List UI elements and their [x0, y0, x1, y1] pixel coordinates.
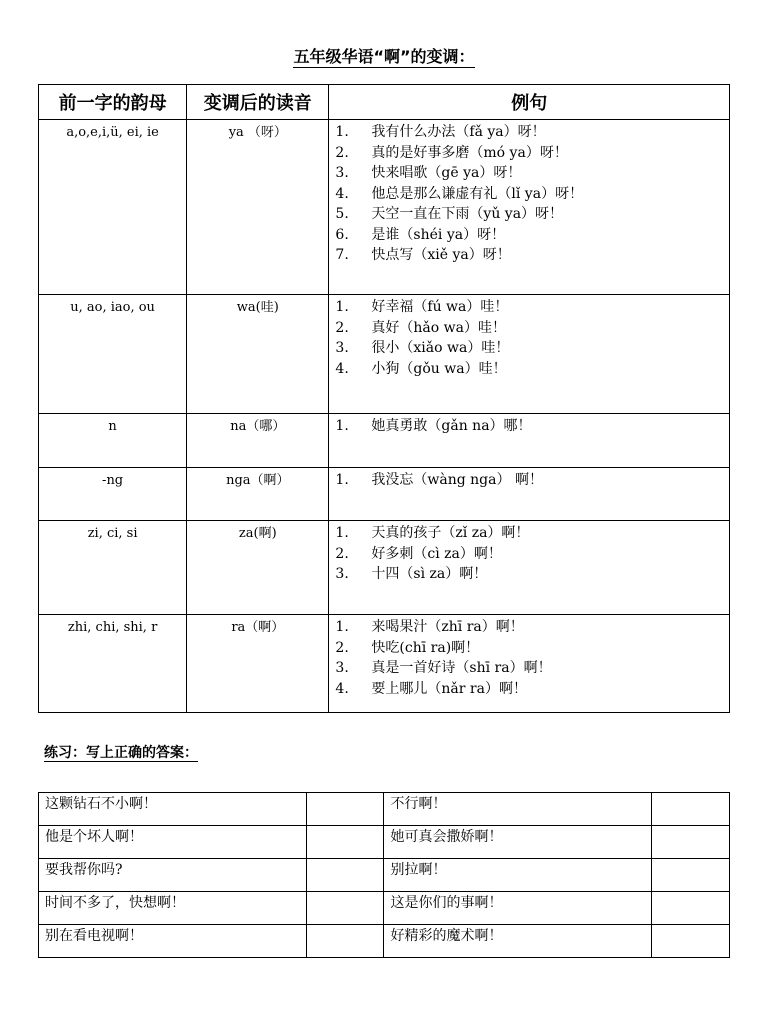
answer-field[interactable] — [652, 925, 730, 958]
example-item: 1. 我没忘（wàng nga） 啊！ — [335, 472, 543, 488]
table-row — [39, 468, 730, 521]
reading-cell: za(啊) — [187, 521, 329, 615]
example-item: 2. 好多刺（cì za）啊！ — [335, 545, 502, 562]
answer-field[interactable] — [652, 892, 730, 925]
practice-sentence: 时间不多了，快想啊！ — [39, 892, 307, 925]
practice-row — [39, 892, 730, 925]
example-item: 1. 好幸福（fú wa）哇！ — [335, 299, 509, 315]
practice-sentence: 别在看电视啊！ — [39, 925, 307, 958]
practice-sentence: 这颗钻石不小啊！ — [39, 793, 307, 826]
example-item: 3. 十四（sì za）啊！ — [335, 566, 488, 582]
answer-field[interactable] — [652, 793, 730, 826]
header-final: 前一字的韵母 — [39, 85, 187, 120]
table-header-row — [39, 85, 730, 120]
reading-cell: wa(哇) — [187, 295, 329, 414]
final-cell: u, ao, iao, ou — [39, 295, 187, 414]
practice-title — [44, 742, 198, 762]
final-cell: zhi, chi, shi, r — [39, 615, 187, 713]
example-item: 2. 真好（hǎo wa）哇！ — [335, 319, 506, 336]
answer-field[interactable] — [306, 925, 384, 958]
header-reading: 变调后的读音 — [187, 85, 329, 120]
example-item: 5. 天空一直在下雨（yǔ ya）呀！ — [335, 206, 564, 222]
example-item: 7. 快点写（xiě ya）呀！ — [335, 247, 511, 263]
practice-sentence: 他是个坏人啊！ — [39, 826, 307, 859]
table-row — [39, 120, 730, 295]
examples-cell — [329, 295, 730, 414]
practice-row — [39, 859, 730, 892]
practice-row — [39, 826, 730, 859]
tone-change-table — [38, 84, 730, 713]
example-item: 3. 快来唱歌（gē ya）呀！ — [335, 165, 522, 181]
examples-cell — [329, 615, 730, 713]
practice-sentence: 这是你们的事啊！ — [384, 892, 652, 925]
example-item: 4. 小狗（gǒu wa）哇！ — [335, 360, 507, 377]
practice-sentence: 不行啊！ — [384, 793, 652, 826]
example-item: 2. 快吃(chī ra)啊！ — [335, 639, 480, 656]
example-item: 3. 很小（xiǎo wa）哇！ — [335, 340, 510, 356]
answer-field[interactable] — [306, 793, 384, 826]
practice-sentence: 别拉啊！ — [384, 859, 652, 892]
practice-table — [38, 792, 730, 958]
example-item: 2. 真的是好事多磨（mó ya）呀！ — [335, 144, 568, 161]
examples-cell — [329, 414, 730, 468]
practice-row — [39, 793, 730, 826]
header-examples: 例句 — [329, 85, 730, 120]
example-item: 1. 天真的孩子（zǐ za）啊！ — [335, 525, 530, 541]
answer-field[interactable] — [306, 892, 384, 925]
table-row — [39, 414, 730, 468]
example-item: 1. 来喝果汁（zhī ra）啊！ — [335, 619, 524, 635]
page-title — [0, 44, 768, 67]
table-row — [39, 615, 730, 713]
example-item: 4. 要上哪儿（nǎr ra）啊！ — [335, 680, 527, 697]
page-title-text: 五年级华语“啊”的变调： — [293, 47, 475, 66]
final-cell: n — [39, 414, 187, 468]
practice-sentence: 要我帮你吗? — [39, 859, 307, 892]
practice-sentence: 她可真会撒娇啊！ — [384, 826, 652, 859]
reading-cell: na（哪） — [187, 414, 329, 468]
reading-cell: ra（啊） — [187, 615, 329, 713]
answer-field[interactable] — [306, 859, 384, 892]
examples-cell — [329, 120, 730, 295]
answer-field[interactable] — [652, 826, 730, 859]
table-row — [39, 295, 730, 414]
example-item: 4. 他总是那么谦虚有礼（lǐ ya）呀！ — [335, 185, 584, 202]
examples-cell — [329, 468, 730, 521]
table-row — [39, 521, 730, 615]
final-cell: a,o,e,i,ü, ei, ie — [39, 120, 187, 295]
answer-field[interactable] — [652, 859, 730, 892]
practice-sentence: 好精彩的魔术啊！ — [384, 925, 652, 958]
final-cell: -ng — [39, 468, 187, 521]
example-item: 1. 她真勇敢（gǎn na）哪！ — [335, 418, 532, 434]
example-item: 6. 是谁（shéi ya）呀！ — [335, 226, 506, 243]
reading-cell: ya （呀） — [187, 120, 329, 295]
practice-row — [39, 925, 730, 958]
examples-cell — [329, 521, 730, 615]
reading-cell: nga（啊） — [187, 468, 329, 521]
example-item: 1. 我有什么办法（fǎ ya）呀！ — [335, 124, 546, 140]
answer-field[interactable] — [306, 826, 384, 859]
practice-title-text: 练习：写上正确的答案： — [44, 745, 198, 761]
final-cell: zi, ci, si — [39, 521, 187, 615]
example-item: 3. 真是一首好诗（shī ra）啊！ — [335, 660, 552, 676]
